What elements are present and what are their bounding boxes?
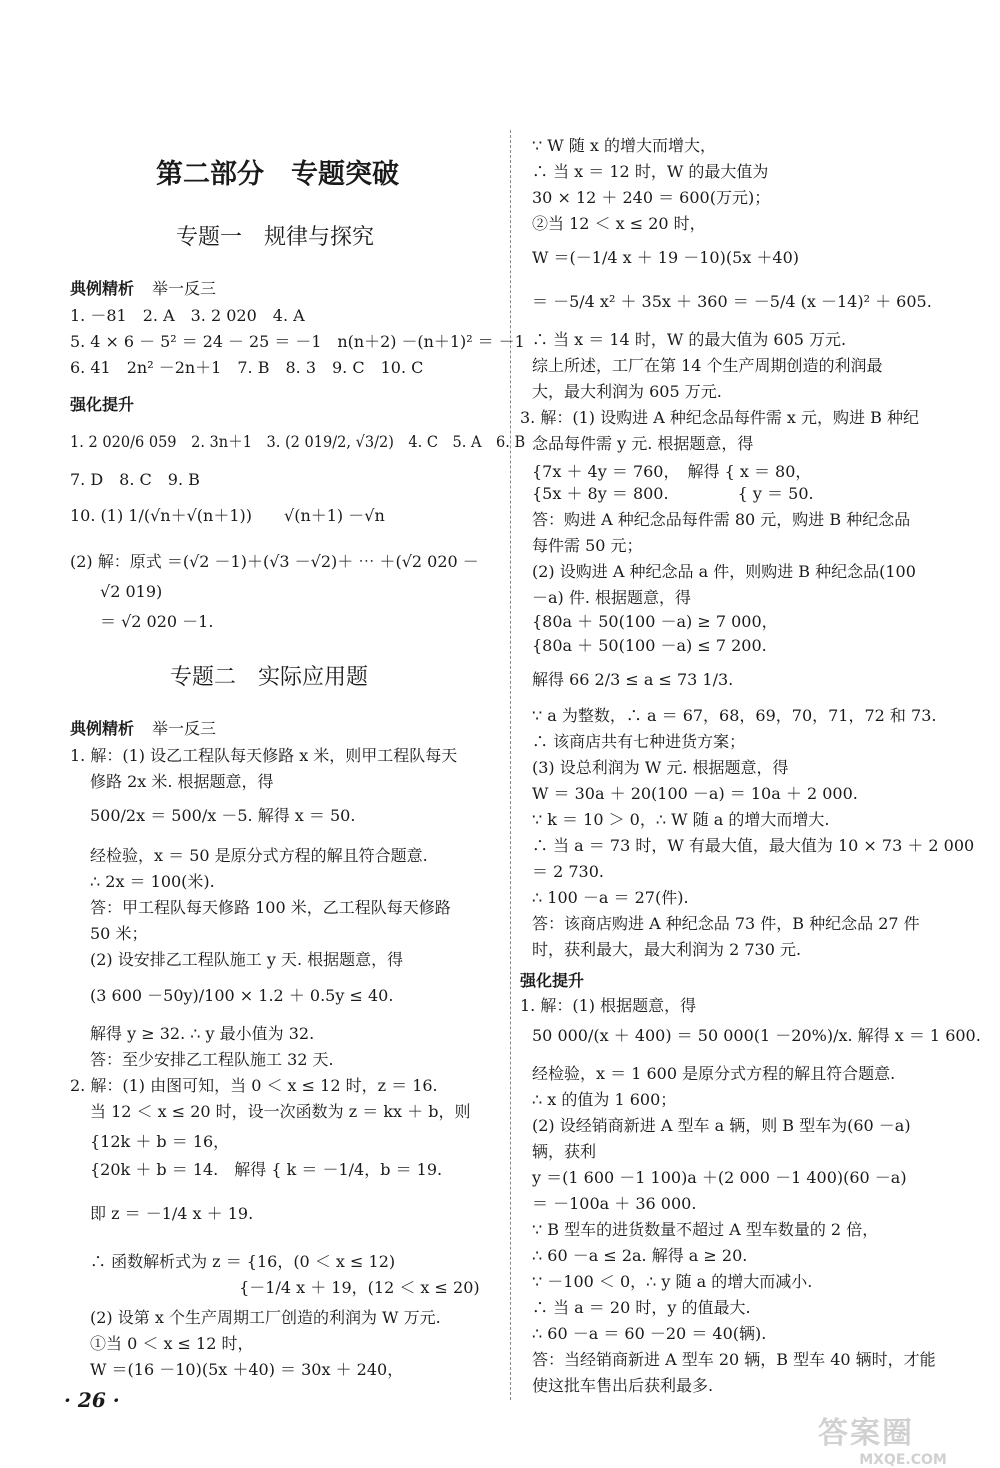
answer-line: ∵ －100 ＜ 0，∴ y 随 a 的增大而减小. — [532, 1272, 813, 1291]
section-sublabel: 举一反三 — [152, 719, 217, 738]
answer-line: ∵ a 为整数，∴ a ＝ 67，68，69，70，71，72 和 73. — [532, 706, 937, 725]
answer-line: 答：该商店购进 A 种纪念品 73 件，B 种纪念品 27 件 — [532, 914, 920, 933]
answer-line: {12k ＋ b ＝ 16， — [90, 1132, 230, 1151]
answer-line: W ＝(16 －10)(5x ＋40) ＝ 30x ＋ 240， — [90, 1360, 404, 1379]
answer-line: (2) 解：原式 ＝(√2 －1)＋(√3 －√2)＋ ⋯ ＋(√2 020 － — [70, 552, 479, 571]
answer-line: (2) 设购进 A 种纪念品 a 件，则购进 B 种纪念品(100 — [532, 562, 916, 581]
answer-line: ∴ 当 x ＝ 14 时，W 的最大值为 605 万元. — [532, 330, 847, 349]
right-column — [520, 0, 981, 1468]
answer-line: 每件需 50 元； — [532, 536, 643, 555]
answer-line: 念品每件需 y 元. 根据题意，得 — [532, 434, 754, 453]
answer-line: 500/2x ＝ 500/x －5. 解得 x ＝ 50. — [90, 806, 356, 825]
answer-line: 使这批车售出后获利最多. — [532, 1376, 714, 1395]
answer-line: 综上所述，工厂在第 14 个生产周期创造的利润最 — [532, 356, 883, 375]
answer-line: ∵ B 型车的进货数量不超过 A 型车数量的 2 倍， — [532, 1220, 879, 1239]
answer-line: 修路 2x 米. 根据题意，得 — [90, 772, 274, 791]
answer-line: 即 z ＝ －1/4 x ＋ 19. — [90, 1204, 254, 1223]
answer-line: {7x ＋ 4y ＝ 760， 解得 { x ＝ 80， — [532, 462, 812, 481]
answer-line: ∴ 60 －a ＝ 60 －20 ＝ 40(辆). — [532, 1324, 767, 1343]
answer-line: {－1/4 x ＋ 19，(12 ＜ x ≤ 20) — [90, 1278, 480, 1297]
answer-line: ∵ W 随 x 的增大而增大， — [532, 136, 716, 155]
answer-line: y ＝(1 600 －1 100)a ＋(2 000 －1 400)(60 －a) — [532, 1168, 907, 1187]
answer-line: 3. 解：(1) 设购进 A 种纪念品每件需 x 元，购进 B 种纪 — [520, 408, 919, 427]
answer-line: 经检验，x ＝ 50 是原分式方程的解且符合题意. — [90, 846, 428, 865]
answer-line: ＝ －100a ＋ 36 000. — [532, 1194, 697, 1213]
section-label: 典例精析 — [70, 279, 135, 298]
part-title: 第二部分 专题突破 — [156, 159, 399, 190]
topic2-section-b: 强化提升 — [520, 971, 585, 990]
answer-line: {20k ＋ b ＝ 14. 解得 { k ＝ －1/4，b ＝ 19. — [90, 1160, 443, 1179]
answer-line: 答：至少安排乙工程队施工 32 天. — [90, 1050, 334, 1069]
answer-line: ＝ －5/4 x² ＋ 35x ＋ 360 ＝ －5/4 (x －14)² ＋ 605. — [532, 292, 932, 311]
answer-line: ∴ 该商店共有七种进货方案； — [532, 732, 746, 751]
topic2-section-a — [70, 716, 216, 739]
answer-line: √2 019) — [100, 582, 163, 601]
answer-line: ∴ 100 －a ＝ 27(件). — [532, 888, 689, 907]
answer-line: 辆，获利 — [532, 1142, 597, 1161]
answer-line: ＝ 2 730. — [532, 862, 604, 881]
answer-line: 1. －81 2. A 3. 2 020 4. A — [70, 306, 305, 325]
answer-line: ∵ k ＝ 10 ＞ 0，∴ W 随 a 的增大而增大. — [532, 810, 830, 829]
answer-line: ∴ 当 a ＝ 20 时，y 的值最大. — [532, 1298, 751, 1317]
section-sublabel: 举一反三 — [152, 279, 217, 298]
answer-line: ∴ 当 x ＝ 12 时，W 的最大值为 — [532, 162, 769, 181]
topic1-section-a — [70, 276, 216, 299]
left-column — [70, 0, 526, 1468]
answer-line: 5. 4 × 6 － 5² ＝ 24 － 25 ＝ －1 n(n＋2) －(n＋1)² ＝ －1 — [70, 332, 525, 351]
answer-line: 经检验，x ＝ 1 600 是原分式方程的解且符合题意. — [532, 1064, 896, 1083]
answer-line: 大，最大利润为 605 万元. — [532, 382, 722, 401]
answer-line: ＝ √2 020 －1. — [100, 612, 214, 631]
answer-line: (3 600 －50y)/100 × 1.2 ＋ 0.5y ≤ 40. — [90, 986, 394, 1005]
answer-line: 7. D 8. C 9. B — [70, 470, 200, 489]
answer-line: ∴ 60 －a ≤ 2a. 解得 a ≥ 20. — [532, 1246, 748, 1265]
answer-line: 1. 解：(1) 设乙工程队每天修路 x 米，则甲工程队每天 — [70, 746, 458, 765]
answer-line: (2) 设经销商新进 A 型车 a 辆，则 B 型车为(60 －a) — [532, 1116, 911, 1135]
answer-line: (2) 设第 x 个生产周期工厂创造的利润为 W 万元. — [90, 1308, 441, 1327]
answer-line: W ＝(－1/4 x ＋ 19 －10)(5x ＋40) — [532, 248, 799, 267]
answer-line: ∴ 函数解析式为 z ＝ {16，(0 ＜ x ≤ 12) — [90, 1252, 396, 1271]
section-label: 典例精析 — [70, 719, 135, 738]
answer-line: 1. 解：(1) 根据题意，得 — [520, 996, 697, 1015]
topic1-title: 专题一 规律与探究 — [176, 225, 375, 250]
answer-line: {5x ＋ 8y ＝ 800. { y ＝ 50. — [532, 484, 814, 503]
watermark-site: MXQE.COM — [859, 1452, 947, 1468]
answer-line: 50 米； — [90, 924, 148, 943]
answer-line: {80a ＋ 50(100 －a) ≤ 7 200. — [532, 636, 767, 655]
watermark-main: 答案圈 — [818, 1416, 914, 1451]
answer-line: 解得 y ≥ 32. ∴ y 最小值为 32. — [90, 1024, 315, 1043]
answer-line: 30 × 12 ＋ 240 ＝ 600(万元)； — [532, 188, 771, 207]
topic1-section-b: 强化提升 — [70, 395, 135, 414]
answer-line: 1. 2 020/6 059 2. 3n＋1 3. (2 019/2, √3/2) 4. C 5. A 6. B — [70, 432, 526, 451]
answer-line: 解得 66 2/3 ≤ a ≤ 73 1/3. — [532, 670, 734, 689]
answer-line: 10. (1) 1/(√n＋√(n＋1)) √(n＋1) －√n — [70, 506, 385, 525]
answer-line: (2) 设安排乙工程队施工 y 天. 根据题意，得 — [90, 950, 404, 969]
answer-line: 答：购进 A 种纪念品每件需 80 元，购进 B 种纪念品 — [532, 510, 911, 529]
answer-line: ∴ x 的值为 1 600； — [532, 1090, 677, 1109]
answer-line: ②当 12 ＜ x ≤ 20 时， — [532, 214, 706, 233]
page-number: · 26 · — [64, 1388, 120, 1412]
answer-line: ①当 0 ＜ x ≤ 12 时， — [90, 1334, 254, 1353]
topic2-title: 专题二 实际应用题 — [170, 665, 369, 690]
answer-line: W ＝ 30a ＋ 20(100 －a) ＝ 10a ＋ 2 000. — [532, 784, 858, 803]
answer-line: (3) 设总利润为 W 元. 根据题意，得 — [532, 758, 789, 777]
answer-line: 2. 解：(1) 由图可知，当 0 ＜ x ≤ 12 时，z ＝ 16. — [70, 1076, 438, 1095]
column-divider — [510, 130, 511, 1400]
answer-line: 50 000/(x ＋ 400) ＝ 50 000(1 －20%)/x. 解得 x ＝ 1 600. — [532, 1026, 981, 1045]
answer-line: 时，获利最大，最大利润为 2 730 元. — [532, 940, 802, 959]
answer-line: ∴ 2x ＝ 100(米). — [90, 872, 215, 891]
answer-line: 答：当经销商新进 A 型车 20 辆，B 型车 40 辆时，才能 — [532, 1350, 936, 1369]
watermark — [818, 1408, 988, 1468]
answer-line: 当 12 ＜ x ≤ 20 时，设一次函数为 z ＝ kx ＋ b，则 — [90, 1102, 471, 1121]
answer-line: 答：甲工程队每天修路 100 米，乙工程队每天修路 — [90, 898, 451, 917]
answer-line: ∴ 当 a ＝ 73 时，W 有最大值，最大值为 10 × 73 ＋ 2 000 — [532, 836, 975, 855]
answer-line: －a) 件. 根据题意，得 — [532, 588, 692, 607]
answer-line: 6. 41 2n² －2n＋1 7. B 8. 3 9. C 10. C — [70, 358, 424, 377]
answer-line: {80a ＋ 50(100 －a) ≥ 7 000， — [532, 612, 778, 631]
